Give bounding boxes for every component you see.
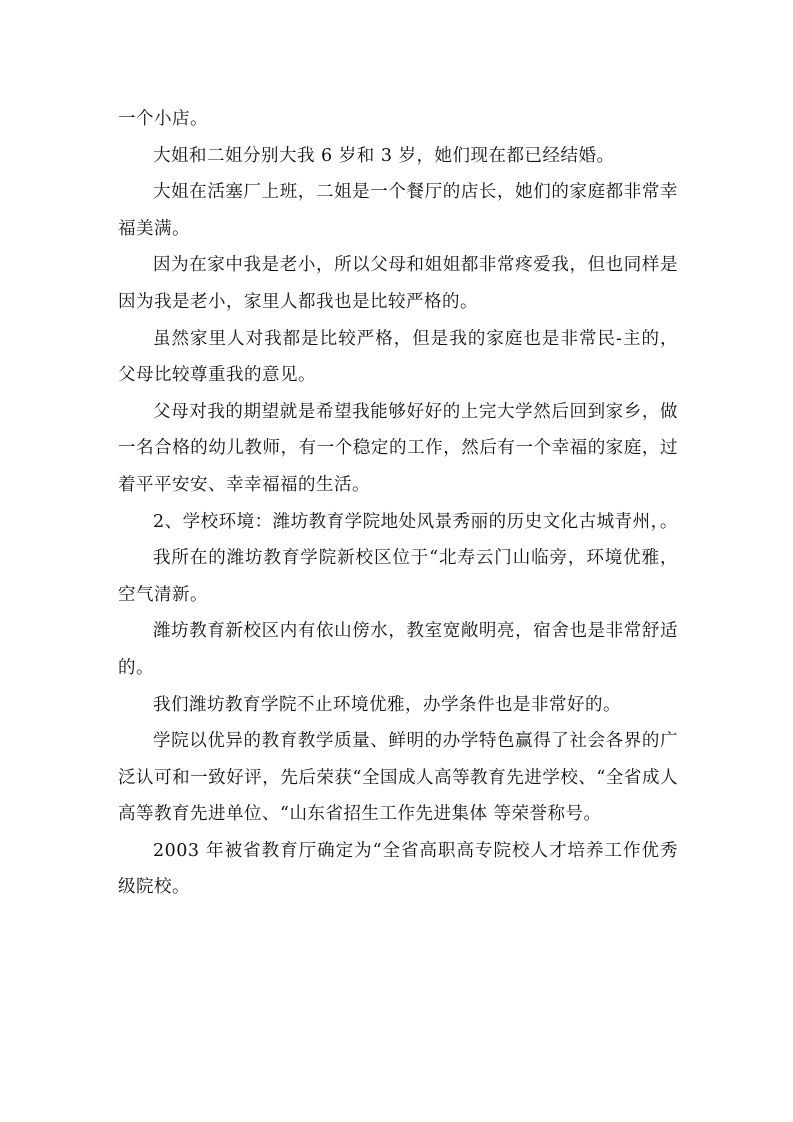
paragraph: 学院以优异的教育教学质量、鲜明的办学特色赢得了社会各界的广泛认可和一致好评，先后荣获“全国成人高等教育先进学校、“全省成人高等教育先进单位、“山东省招生工作先进集体 等荣誉称号。 <box>118 731 678 825</box>
paragraph: 2003 年被省教育厅确定为“全省高职高专院校人才培养工作优秀级院校。 <box>118 840 678 898</box>
paragraph: 因为在家中我是老小，所以父母和姐姐都非常疼爱我，但也同样是因为我是老小，家里人都我也是比较严格的。 <box>118 255 678 312</box>
paragraph: 大姐和二姐分别大我 6 岁和 3 岁，她们现在都已经结婚。 <box>153 145 615 166</box>
paragraph: 一个小店。 <box>118 109 208 129</box>
paragraph: 大姐在活塞厂上班，二姐是一个餐厅的店长，她们的家庭都非常幸福美满。 <box>118 182 678 239</box>
document-body <box>118 101 678 906</box>
paragraph: 2、学校环境：潍坊教育学院地处风景秀丽的历史文化古城青州，。 <box>153 511 678 532</box>
paragraph: 潍坊教育新校区内有依山傍水，教室宽敞明亮，宿舍也是非常舒适的。 <box>118 621 678 678</box>
paragraph: 虽然家里人对我都是比较严格，但是我的家庭也是非常民-主的，父母比较尊重我的意见。 <box>118 328 678 386</box>
paragraph: 我所在的潍坊教育学院新校区位于“北寿云门山临旁，环境优雅，空气清新。 <box>118 548 678 605</box>
paragraph: 父母对我的期望就是希望我能够好好的上完大学然后回到家乡，做一名合格的幼儿教师，有一个稳定的工作，然后有一个幸福的家庭，过着平平安安、幸幸福福的生活。 <box>118 401 678 495</box>
paragraph: 我们潍坊教育学院不止环境优雅，办学条件也是非常好的。 <box>153 694 621 715</box>
